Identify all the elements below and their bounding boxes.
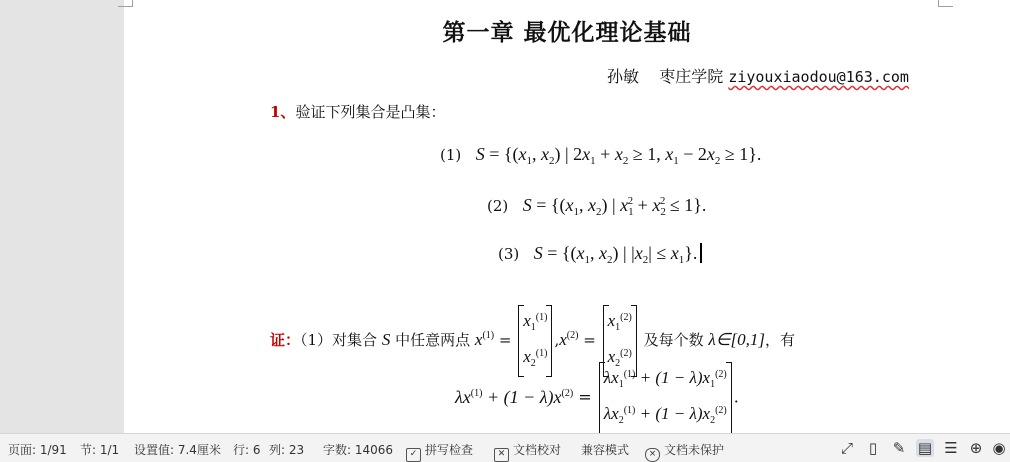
page-corner-mark-left (118, 0, 133, 7)
formula-3: (3) $S = \{(x_1$, $x_2$) | $|x_2| \le x_1$}. (498, 243, 702, 266)
author-name: 孙敏 (607, 67, 640, 86)
combination-vector: $\lambda x_1^{(1)} + (1 - \lambda)x_1^{(2)}$ $\lambda x_2^{(1)} + (1 - \lambda)x_2^{(2)}$ (599, 362, 732, 434)
doc-proof-icon: ✕ (494, 448, 509, 462)
chapter-title: 第一章 最优化理论基础 (442, 19, 692, 46)
word-count[interactable]: 字数: 14066 (323, 443, 394, 457)
lambda-range: λ∈[0,1] (708, 330, 766, 349)
row-indicator[interactable]: 行: 6 (233, 443, 261, 457)
question-line (270, 101, 445, 122)
proof-line: 证：（1）对集合 S 中任意两点 $x^{(1)}$ = $x_1^{(1)}$ $x_2^{(1)}$ $,x^{(2)}$ = $x_1^{(2)}$ $x_2^{(2)}$ 及每个数 λ∈[0,1]，有 (270, 305, 795, 377)
formula-1: (1) $S = \{(x_1$, $x_2$) | $2x_1 + x_2 \ge 1$, $x_1 - 2x_2 \ge 1$}. (440, 144, 762, 167)
vector-x1: $x_1^{(1)}$ $x_2^{(1)}$ (518, 305, 552, 377)
page-corner-mark-right (938, 0, 953, 7)
question-number: 1、 (270, 103, 296, 121)
web-view-icon[interactable]: ⊕ (969, 439, 983, 457)
spell-check-icon: ✓ (406, 448, 421, 462)
proof-text: 中任意两点 (395, 331, 471, 349)
vector-x2: $x_1^{(2)}$ $x_2^{(2)}$ (603, 305, 637, 377)
formula-label: (3) (498, 245, 520, 263)
author-institution: 枣庄学院 (659, 67, 724, 86)
section-indicator[interactable]: 节: 1/1 (80, 443, 120, 457)
doc-proof-label: 文档校对 (513, 443, 562, 457)
proof-text: （1）对集合 (300, 331, 378, 349)
proof-text: ，有 (765, 331, 796, 349)
page-view-icon[interactable]: ▤ (917, 439, 933, 457)
proof-label: 证： (270, 331, 301, 349)
eye-icon[interactable]: ◉ (992, 439, 1006, 457)
outline-view-icon[interactable]: ☰ (944, 439, 958, 457)
protection-label: 文档未保护 (664, 443, 725, 457)
read-mode-icon[interactable]: ▯ (868, 439, 878, 457)
author-email[interactable]: ziyouxiaodou@163.com (728, 68, 909, 86)
doc-proof-button[interactable] (494, 441, 561, 462)
shield-icon: × (645, 448, 660, 462)
fullscreen-icon[interactable]: ⤢ (840, 439, 853, 457)
proof-text: 及每个数 (643, 331, 704, 349)
spell-check-label: 拼写检查 (425, 443, 474, 457)
compat-mode-label: 兼容模式 (581, 443, 630, 457)
status-bar (0, 433, 1010, 462)
formula-2: (2) $S = \{(x_1$, $x_2$) | $x_1^2 + x_2^2 \le 1$}. (487, 195, 707, 218)
convex-combination-formula: $\lambda x^{(1)} + (1 - \lambda)x^{(2)}$ = $\lambda x_1^{(1)} + (1 - \lambda)x_1^{(2)}$ $\lambda x_2^{(1)} + (1 - \lambda)x_2^{(2)}$ . (455, 362, 739, 434)
author-line (607, 64, 909, 87)
spell-check-button[interactable] (406, 441, 473, 462)
column-indicator[interactable]: 列: 23 (269, 443, 305, 457)
page-indicator[interactable]: 页面: 1/91 (8, 443, 67, 457)
formula-label: (1) (440, 146, 462, 164)
setting-indicator[interactable]: 设置值: 7.4厘米 (134, 443, 221, 457)
edit-icon[interactable]: ✎ (892, 439, 906, 457)
formula-label: (2) (487, 197, 509, 215)
question-text: 验证下列集合是凸集： (295, 103, 446, 121)
text-cursor (700, 243, 702, 263)
protection-status[interactable] (645, 441, 724, 462)
